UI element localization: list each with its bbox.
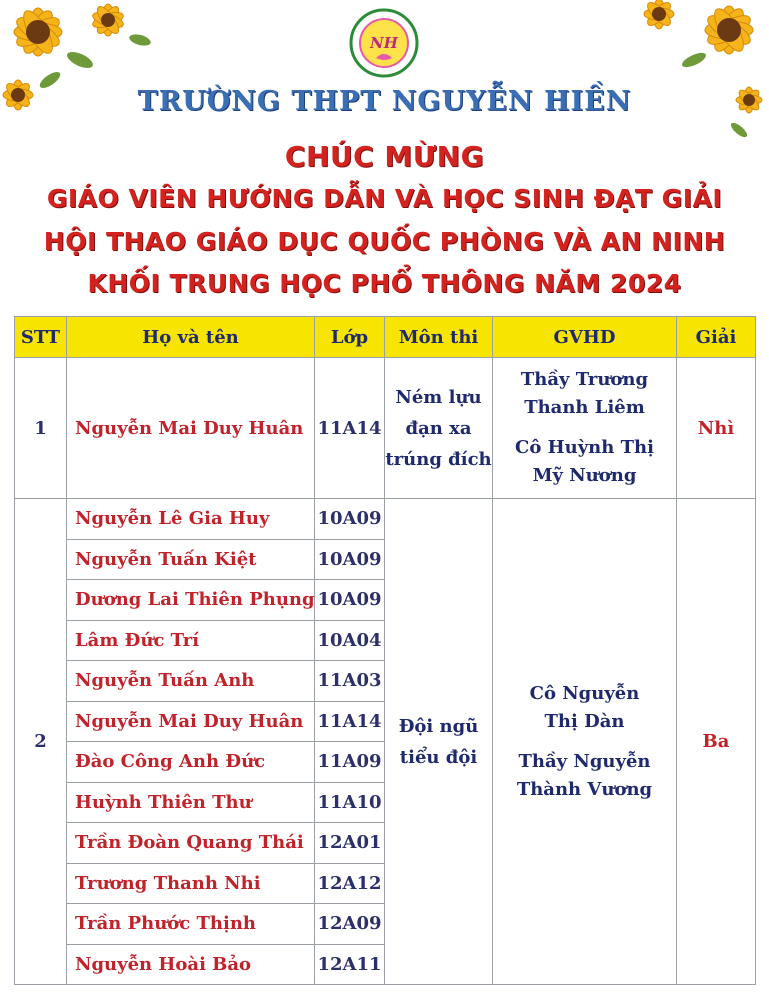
teacher-line: Mỹ Nương <box>532 465 637 486</box>
teacher-line: Cô Nguyễn <box>529 682 640 704</box>
student-name: Nguyễn Mai Duy Huân <box>67 358 315 499</box>
student-name: Trần Đoàn Quang Thái <box>67 823 315 864</box>
student-class: 11A14 <box>315 358 385 499</box>
gvhd-cell <box>493 358 677 499</box>
col-header-class: Lớp <box>315 317 385 358</box>
teacher-line: Thầy Trương <box>520 369 649 390</box>
school-name: TRƯỜNG THPT NGUYỄN HIỀN <box>137 86 632 117</box>
teacher-line: Cô Huỳnh Thị <box>515 437 654 458</box>
teacher-1 <box>493 366 676 422</box>
student-name: Trương Thanh Nhi <box>67 863 315 904</box>
stt-cell: 2 <box>15 499 67 985</box>
event-line: trúng đích <box>385 448 492 470</box>
student-class: 12A09 <box>315 904 385 945</box>
col-header-gvhd: GVHD <box>493 317 677 358</box>
table-header-row <box>15 317 756 358</box>
prize-cell: Nhì <box>677 358 756 499</box>
student-class: 10A09 <box>315 539 385 580</box>
student-name: Nguyễn Lê Gia Huy <box>67 499 315 540</box>
student-name: Lâm Đức Trí <box>67 620 315 661</box>
student-class: 10A09 <box>315 580 385 621</box>
teacher-line: Thành Vương <box>516 778 653 800</box>
student-class: 11A10 <box>315 782 385 823</box>
table-row <box>15 499 756 540</box>
table-row <box>15 358 756 499</box>
awards-table <box>14 316 756 985</box>
student-name: Huỳnh Thiên Thư <box>67 782 315 823</box>
event-line: đạn xa <box>405 417 472 439</box>
student-name: Đào Công Anh Đức <box>67 742 315 783</box>
col-header-stt: STT <box>15 317 67 358</box>
student-class: 12A01 <box>315 823 385 864</box>
student-class: 11A14 <box>315 701 385 742</box>
teacher-line: Thị Dàn <box>544 710 625 732</box>
student-name: Dương Lai Thiên Phụng <box>67 580 315 621</box>
student-name: Nguyễn Tuấn Kiệt <box>67 539 315 580</box>
event-line: tiểu đội <box>399 746 478 768</box>
prize-cell: Ba <box>677 499 756 985</box>
logo-monogram: NH <box>370 34 398 52</box>
event-line: Ném lựu <box>395 386 482 408</box>
student-class: 11A09 <box>315 742 385 783</box>
student-class: 10A04 <box>315 620 385 661</box>
col-header-name: Họ và tên <box>67 317 315 358</box>
student-class: 12A12 <box>315 863 385 904</box>
title-line-3: HỘI THAO GIÁO DỤC QUỐC PHÒNG VÀ AN NINH <box>43 227 726 256</box>
title-congratulations: CHÚC MỪNG <box>284 140 485 173</box>
sunflower-decoration-left-icon <box>0 0 170 150</box>
col-header-prize: Giải <box>677 317 756 358</box>
stt-cell: 1 <box>15 358 67 499</box>
student-name: Nguyễn Tuấn Anh <box>67 661 315 702</box>
school-logo-icon <box>349 8 419 78</box>
title-line-2: GIÁO VIÊN HƯỚNG DẪN VÀ HỌC SINH ĐẠT GIẢI <box>46 184 723 213</box>
title-line-4: KHỐI TRUNG HỌC PHỔ THÔNG NĂM 2024 <box>87 269 682 298</box>
teacher-line: Thầy Nguyễn <box>518 750 651 772</box>
student-name: Trần Phước Thịnh <box>67 904 315 945</box>
event-cell <box>385 499 493 985</box>
student-name: Nguyễn Hoài Bảo <box>67 944 315 985</box>
student-class: 10A09 <box>315 499 385 540</box>
teacher-line: Thanh Liêm <box>524 397 645 418</box>
teacher-2 <box>493 434 676 490</box>
teacher-2 <box>493 748 676 804</box>
gvhd-cell <box>493 499 677 985</box>
student-name: Nguyễn Mai Duy Huân <box>67 701 315 742</box>
col-header-event: Môn thi <box>385 317 493 358</box>
student-class: 11A03 <box>315 661 385 702</box>
event-line: Đội ngũ <box>398 715 479 737</box>
event-cell <box>385 358 493 499</box>
student-class: 12A11 <box>315 944 385 985</box>
sunflower-decoration-right-icon <box>619 0 769 160</box>
teacher-1 <box>493 680 676 736</box>
